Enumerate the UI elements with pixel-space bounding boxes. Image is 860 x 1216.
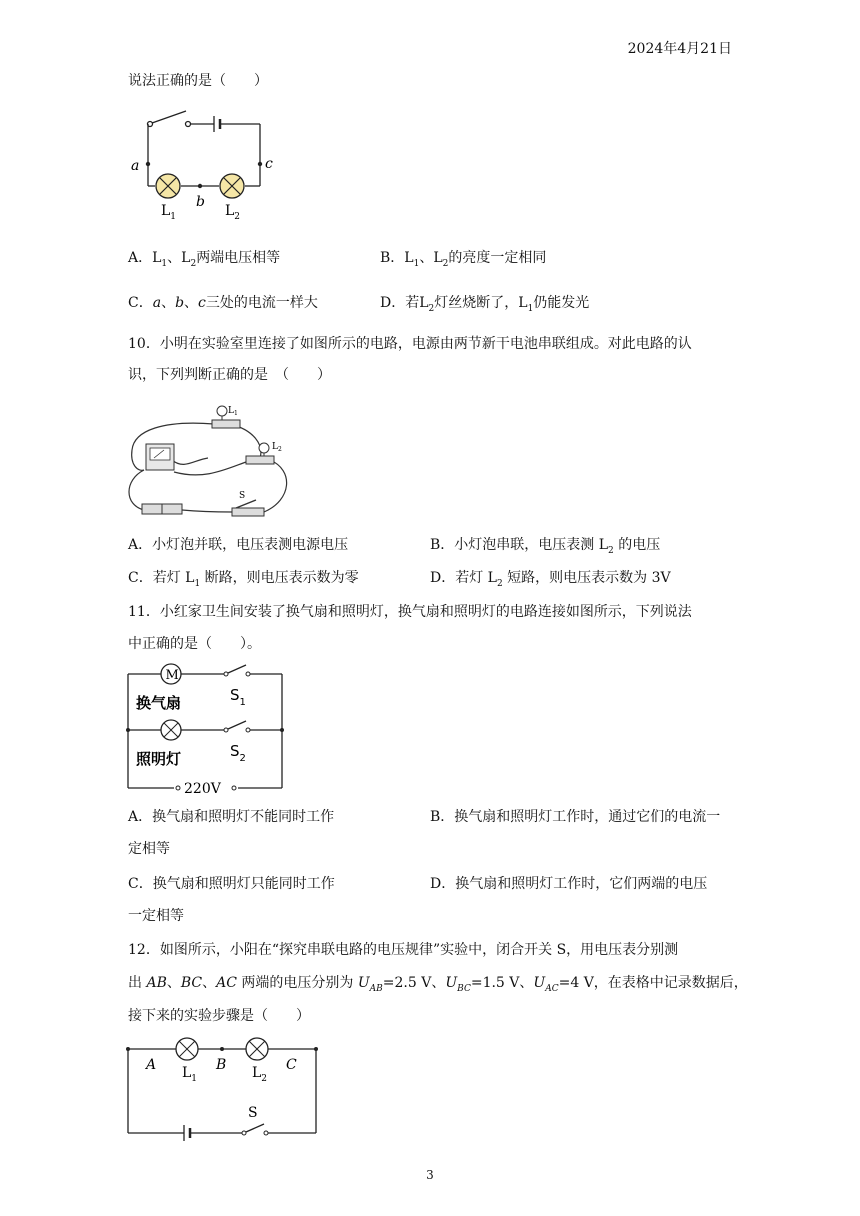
q10-voltmeter: [146, 444, 174, 470]
q12-stem-line3: 接下来的实验步骤是（ ）: [128, 1008, 310, 1024]
svg-text:L2: $L_2$: [252, 1065, 268, 1084]
q10-option-c: C．若灯 $L_1$ 断路，则电压表示数为零: [128, 570, 359, 589]
header-date: 2024年4月21日: [627, 41, 732, 57]
q11-option-a: A．换气扇和照明灯不能同时工作: [128, 809, 335, 825]
svg-text:L1: $L_1$: [182, 1065, 198, 1084]
q11-fan-label: 换气扇: [136, 694, 182, 712]
q9-label-l2: $L_2$: [225, 203, 241, 222]
q12-label-b: B: [216, 1057, 227, 1073]
q11-option-d-line2: 一定相等: [128, 908, 184, 924]
q12-label-c: C: [286, 1057, 297, 1073]
q12-lamp-l2: [246, 1038, 268, 1060]
q9-label-a: a: [131, 158, 140, 174]
svg-text:L1: $L_1$: [228, 406, 238, 417]
svg-text:S: S: [239, 491, 246, 501]
q12-stem-line1: 12．如图所示，小阳在“探究串联电路的电压规律”实验中，闭合开关 S，用电压表分别测: [128, 942, 679, 958]
q10-option-d: D．若灯 $L_2$ 短路，则电压表示数为 3V: [430, 570, 671, 589]
q10-bulb-l2: [246, 443, 274, 464]
q12-stem-line2: 出 AB、BC、AC 两端的电压分别为 $U_{AB}=2.5$ V、$U_{BC}=1.5$ V、$U_{AC}=4$ V，在表格中记录数据后，: [128, 975, 748, 994]
q11-option-b-line1: B．换气扇和照明灯工作时，通过它们的电流一: [430, 809, 721, 825]
q10-option-a: A．小灯泡并联，电压表测电源电压: [128, 537, 349, 553]
q9-lamp-l1: [156, 174, 180, 198]
q10-battery: [142, 504, 182, 514]
q12-label-a: A: [146, 1057, 157, 1073]
page-number: 3: [426, 1168, 434, 1182]
svg-text:S: S: [248, 1105, 258, 1121]
q10-stem-line2: 识，下列判断正确的是 （ ）: [128, 367, 331, 383]
q11-motor: [161, 664, 181, 684]
q9-option-a: A．$L_1$、$L_2$两端电压相等: [128, 250, 281, 269]
q11-lamp: [161, 720, 181, 740]
q9-option-c: C．a、b、c三处的电流一样大: [128, 295, 318, 311]
q12-lamp-l1: [176, 1038, 198, 1060]
svg-text:S2: $S_2$: [230, 742, 246, 764]
q9-stem: 说法正确的是（ ）: [128, 73, 268, 89]
q9-lamp-l2: [220, 174, 244, 198]
svg-text:L2: $L_2$: [272, 442, 282, 453]
q11-option-d-line1: D．换气扇和照明灯工作时，它们两端的电压: [430, 876, 708, 892]
q10-wiring-figure: [124, 400, 294, 522]
q10-stem-line1: 10．小明在实验室里连接了如图所示的电路，电源由两节新干电池串联组成。对此电路的认: [128, 336, 692, 352]
q9-option-d: D．若$L_2$灯丝烧断了，$L_1$仍能发光: [380, 295, 590, 314]
q9-circuit-figure: [128, 108, 288, 226]
q12-circuit-figure: [126, 1035, 322, 1143]
q11-option-b-line2: 定相等: [128, 841, 170, 857]
svg-text:S1: $S_1$: [230, 686, 246, 708]
q10-option-b: B．小灯泡串联，电压表测 $L_2$ 的电压: [430, 537, 661, 556]
q11-stem-line1: 11．小红家卫生间安装了换气扇和照明灯，换气扇和照明灯的电路连接如图所示，下列说法: [128, 604, 692, 620]
q10-switch: [232, 500, 264, 516]
q9-label-l1: $L_1$: [161, 203, 177, 222]
q9-label-c: c: [265, 156, 273, 172]
svg-text:M: M: [165, 668, 179, 683]
q11-voltage: 220V: [184, 781, 221, 797]
q11-light-label: 照明灯: [136, 750, 182, 768]
q9-option-b: B．$L_1$、$L_2$的亮度一定相同: [380, 250, 547, 269]
q11-stem-line2: 中正确的是（ ）。: [128, 636, 261, 652]
q11-option-c: C．换气扇和照明灯只能同时工作: [128, 876, 335, 892]
q11-circuit-figure: [126, 660, 286, 797]
q9-label-b: b: [196, 194, 205, 210]
